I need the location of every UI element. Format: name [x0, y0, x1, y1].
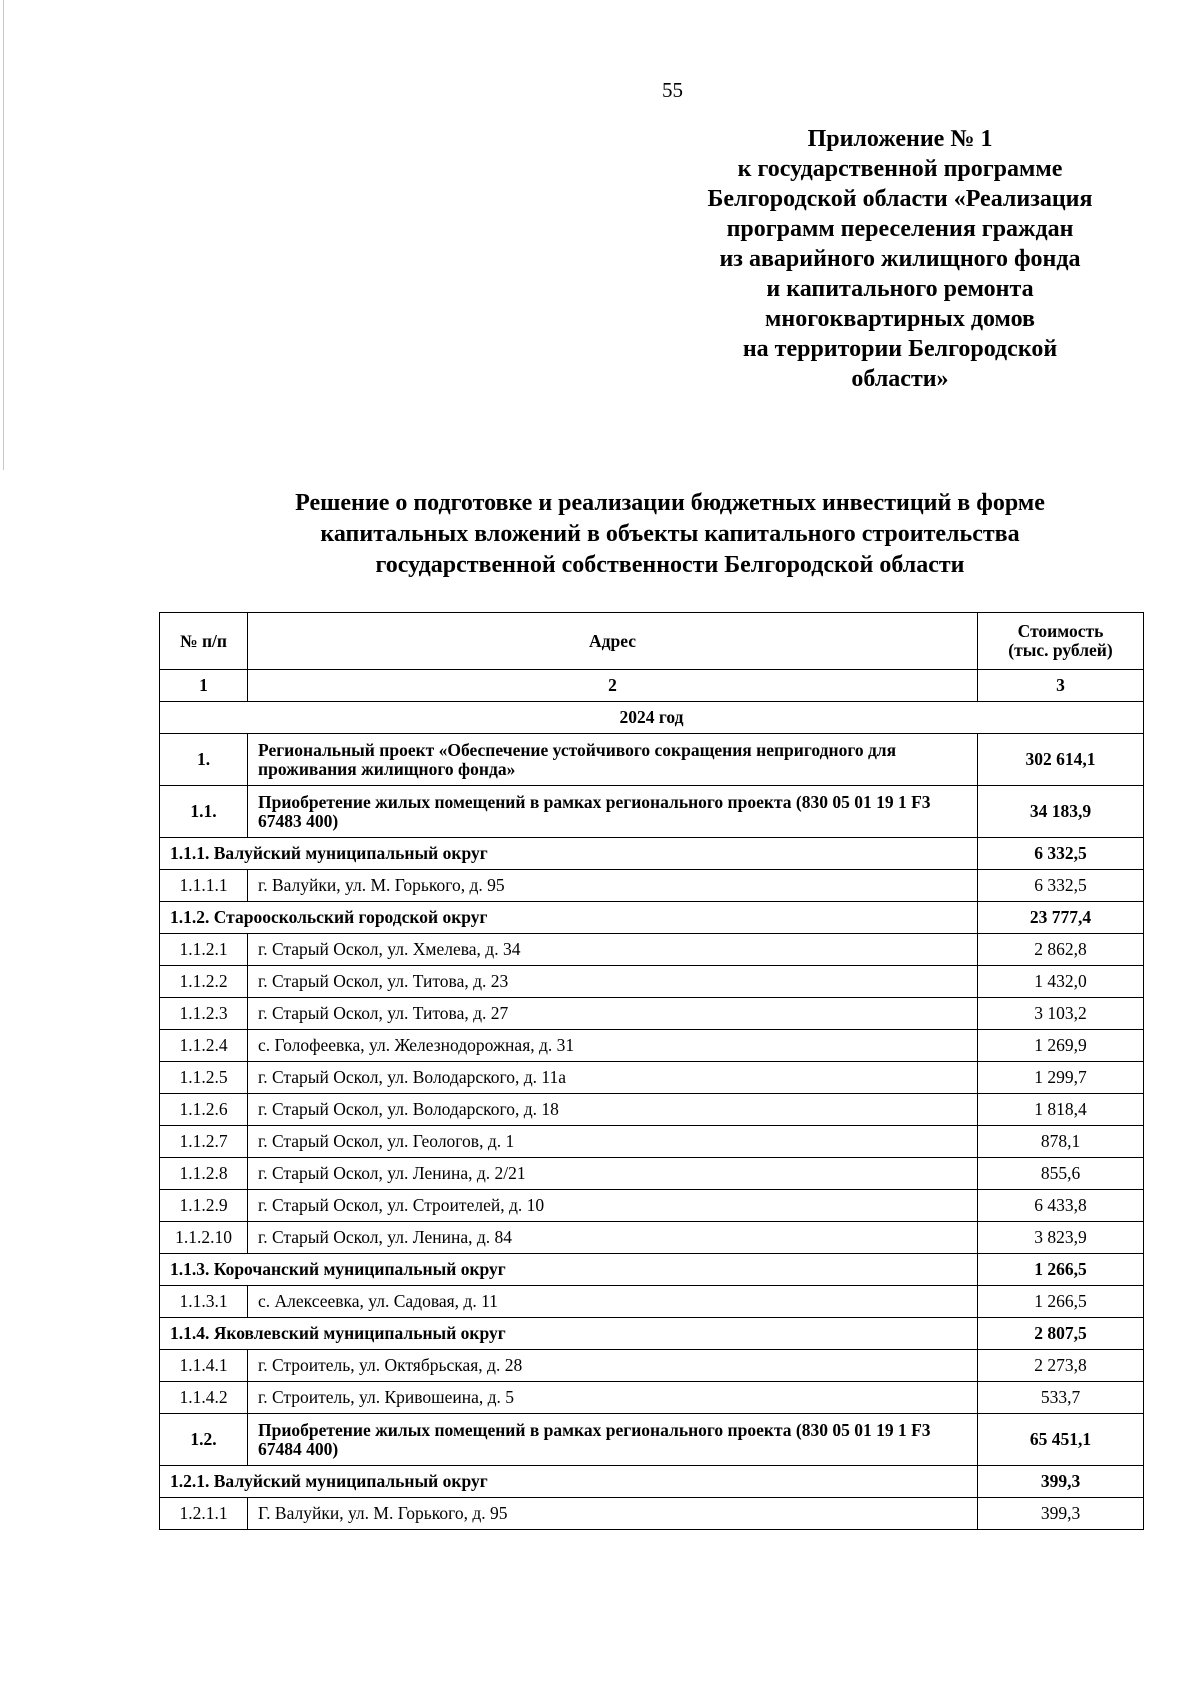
project-name: Приобретение жилых помещений в рамках регионального проекта (830 05 01 19 1 F3 67483 400): [248, 786, 978, 838]
row-number: 1.1.2.6: [160, 1094, 248, 1126]
address-row: [160, 1350, 1144, 1382]
row-number: 1.1.4.2: [160, 1382, 248, 1414]
column-number: 1: [160, 670, 248, 702]
district-row: [160, 1254, 1144, 1286]
project-row: [160, 786, 1144, 838]
appendix-header: [700, 124, 1100, 394]
row-number: 1.: [160, 734, 248, 786]
district-name: 1.1.3. Корочанский муниципальный округ: [160, 1254, 978, 1286]
cost-value: 399,3: [978, 1498, 1144, 1530]
appendix-line: Приложение № 1: [807, 126, 993, 152]
district-total: 399,3: [978, 1466, 1144, 1498]
column-numbers-row: [160, 670, 1144, 702]
address-row: [160, 870, 1144, 902]
address: Г. Валуйки, ул. М. Горького, д. 95: [248, 1498, 978, 1530]
address-row: [160, 1094, 1144, 1126]
address-row: [160, 1190, 1144, 1222]
district-name: 1.1.2. Старооскольский городской округ: [160, 902, 978, 934]
row-number: 1.1.2.7: [160, 1126, 248, 1158]
row-number: 1.2.: [160, 1414, 248, 1466]
title-line: государственной собственности Белгородской области: [375, 552, 965, 578]
row-number: 1.1.2.1: [160, 934, 248, 966]
address-row: [160, 1062, 1144, 1094]
header-cost-line: Стоимость: [1017, 621, 1104, 641]
cost-value: 1 818,4: [978, 1094, 1144, 1126]
row-number: 1.1.2.3: [160, 998, 248, 1030]
address: г. Старый Оскол, ул. Геологов, д. 1: [248, 1126, 978, 1158]
column-number: 2: [248, 670, 978, 702]
address: г. Строитель, ул. Октябрьская, д. 28: [248, 1350, 978, 1382]
title-line: капитальных вложений в объекты капитального строительства: [320, 521, 1020, 547]
year-label: 2024 год: [160, 702, 1144, 734]
appendix-line: программ переселения граждан: [726, 216, 1074, 242]
address: г. Старый Оскол, ул. Титова, д. 23: [248, 966, 978, 998]
address-row: [160, 1498, 1144, 1530]
address: г. Старый Оскол, ул. Строителей, д. 10: [248, 1190, 978, 1222]
row-number: 1.1.3.1: [160, 1286, 248, 1318]
cost-value: 3 823,9: [978, 1222, 1144, 1254]
district-total: 1 266,5: [978, 1254, 1144, 1286]
document-title: [160, 488, 1180, 581]
row-number: 1.1.1.1: [160, 870, 248, 902]
appendix-line: Белгородской области «Реализация: [707, 186, 1093, 212]
investment-table: [159, 612, 1144, 1530]
header-address: Адрес: [248, 613, 978, 670]
address: г. Старый Оскол, ул. Хмелева, д. 34: [248, 934, 978, 966]
row-number: 1.1.: [160, 786, 248, 838]
cost-value: 65 451,1: [978, 1414, 1144, 1466]
address-row: [160, 1222, 1144, 1254]
address-row: [160, 934, 1144, 966]
row-number: 1.1.2.9: [160, 1190, 248, 1222]
scan-edge-line: [3, 0, 4, 470]
cost-value: 34 183,9: [978, 786, 1144, 838]
cost-value: 855,6: [978, 1158, 1144, 1190]
appendix-line: из аварийного жилищного фонда: [719, 246, 1081, 272]
cost-value: 3 103,2: [978, 998, 1144, 1030]
address-row: [160, 1158, 1144, 1190]
appendix-line: и капитального ремонта: [766, 276, 1034, 302]
row-number: 1.1.4.1: [160, 1350, 248, 1382]
address: г. Строитель, ул. Кривошеина, д. 5: [248, 1382, 978, 1414]
district-row: [160, 902, 1144, 934]
address: г. Старый Оскол, ул. Титова, д. 27: [248, 998, 978, 1030]
appendix-line: на территории Белгородской: [742, 336, 1058, 362]
project-name: Региональный проект «Обеспечение устойчивого сокращения непригодного для проживания жилищного фонда»: [248, 734, 978, 786]
address-row: [160, 1126, 1144, 1158]
district-total: 23 777,4: [978, 902, 1144, 934]
appendix-line: области»: [851, 366, 949, 392]
year-row: [160, 702, 1144, 734]
header-cost: [978, 613, 1144, 670]
cost-value: 1 299,7: [978, 1062, 1144, 1094]
district-total: 2 807,5: [978, 1318, 1144, 1350]
page-number: 55: [662, 78, 683, 102]
project-row: [160, 1414, 1144, 1466]
table-header-row: [160, 613, 1144, 670]
project-row: [160, 734, 1144, 786]
row-number: 1.1.2.5: [160, 1062, 248, 1094]
cost-value: 1 269,9: [978, 1030, 1144, 1062]
address-row: [160, 998, 1144, 1030]
cost-value: 1 432,0: [978, 966, 1144, 998]
address: г. Валуйки, ул. М. Горького, д. 95: [248, 870, 978, 902]
cost-value: 6 332,5: [978, 870, 1144, 902]
address-row: [160, 1286, 1144, 1318]
cost-value: 533,7: [978, 1382, 1144, 1414]
cost-value: 2 862,8: [978, 934, 1144, 966]
district-name: 1.1.1. Валуйский муниципальный округ: [160, 838, 978, 870]
district-name: 1.1.4. Яковлевский муниципальный округ: [160, 1318, 978, 1350]
cost-value: 302 614,1: [978, 734, 1144, 786]
address: с. Голофеевка, ул. Железнодорожная, д. 31: [248, 1030, 978, 1062]
address: с. Алексеевка, ул. Садовая, д. 11: [248, 1286, 978, 1318]
district-total: 6 332,5: [978, 838, 1144, 870]
row-number: 1.1.2.8: [160, 1158, 248, 1190]
district-row: [160, 838, 1144, 870]
address: г. Старый Оскол, ул. Ленина, д. 2/21: [248, 1158, 978, 1190]
cost-value: 878,1: [978, 1126, 1144, 1158]
project-name: Приобретение жилых помещений в рамках регионального проекта (830 05 01 19 1 F3 67484 400): [248, 1414, 978, 1466]
address-row: [160, 1030, 1144, 1062]
row-number: 1.1.2.4: [160, 1030, 248, 1062]
address-row: [160, 966, 1144, 998]
header-cost-line: (тыс. рублей): [1008, 640, 1113, 660]
row-number: 1.1.2.2: [160, 966, 248, 998]
address-row: [160, 1382, 1144, 1414]
cost-value: 6 433,8: [978, 1190, 1144, 1222]
row-number: 1.2.1.1: [160, 1498, 248, 1530]
district-name: 1.2.1. Валуйский муниципальный округ: [160, 1466, 978, 1498]
cost-value: 1 266,5: [978, 1286, 1144, 1318]
address: г. Старый Оскол, ул. Володарского, д. 18: [248, 1094, 978, 1126]
appendix-line: многоквартирных домов: [765, 306, 1035, 332]
district-row: [160, 1318, 1144, 1350]
row-number: 1.1.2.10: [160, 1222, 248, 1254]
column-number: 3: [978, 670, 1144, 702]
address: г. Старый Оскол, ул. Володарского, д. 11а: [248, 1062, 978, 1094]
address: г. Старый Оскол, ул. Ленина, д. 84: [248, 1222, 978, 1254]
appendix-line: к государственной программе: [737, 156, 1063, 182]
header-num: № п/п: [160, 613, 248, 670]
district-row: [160, 1466, 1144, 1498]
title-line: Решение о подготовке и реализации бюджетных инвестиций в форме: [295, 490, 1045, 516]
cost-value: 2 273,8: [978, 1350, 1144, 1382]
